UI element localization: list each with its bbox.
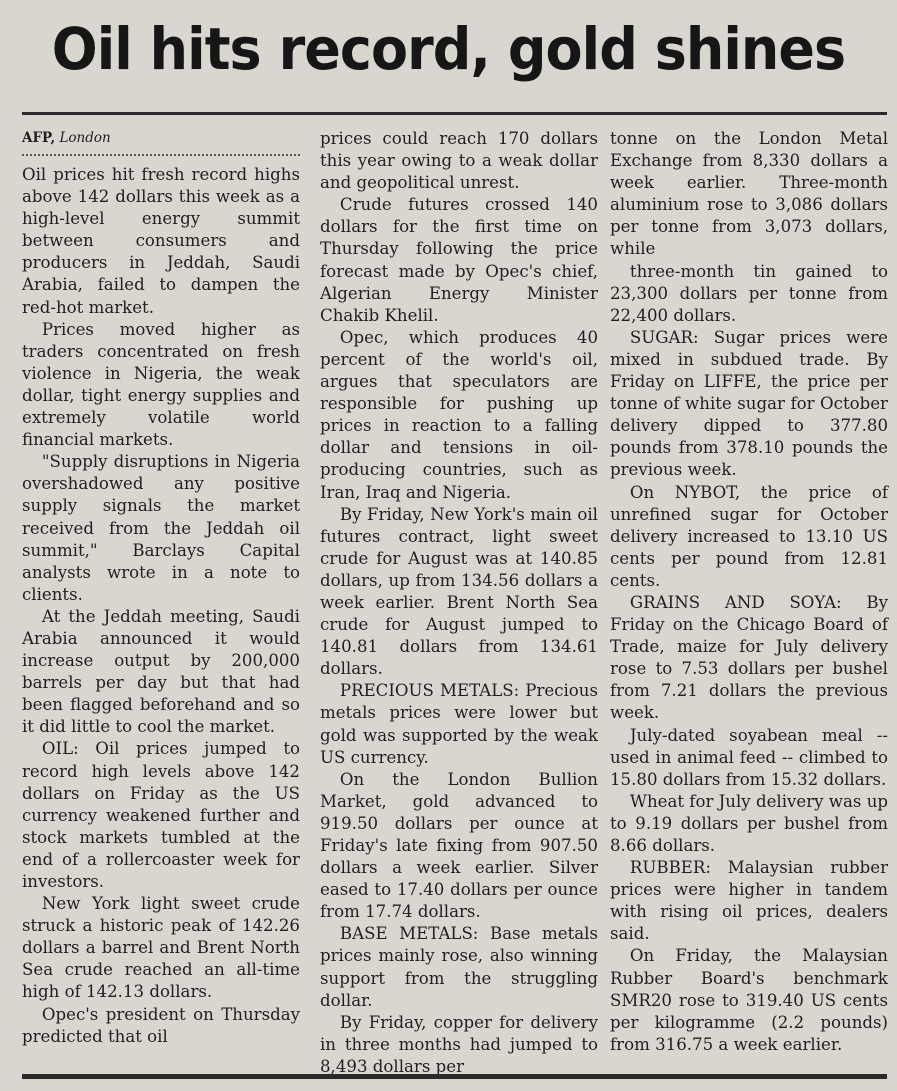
paragraph: By Friday, New York's main oil futures contract, light sweet crude for August was at 140.85 dollars, up from 134.56 dollars a week earlier. Brent North Sea crude for August jumped to 140.81 dollars from 134.61 dollars. <box>320 504 598 679</box>
paragraph: "Supply disruptions in Nigeria overshadowed any positive supply signals the market received from the Jeddah oil summit," Barclays Capital analysts wrote in a note to clients. <box>22 452 300 604</box>
byline-divider <box>22 154 300 156</box>
paragraph: On the London Bullion Market, gold advanced to 919.50 dollars per ounce at Friday's late fixing from 907.50 dollars a week earlier. Silver eased to 17.40 dollars per ounce from 17.74 dollars. <box>320 769 598 922</box>
paragraph: PRECIOUS METALS: Precious metals prices were lower but gold was supported by the weak US currency. <box>320 681 598 767</box>
paragraph: BASE METALS: Base metals prices mainly rose, also winning support from the struggling dollar. <box>320 924 598 1010</box>
paragraph: July-dated soyabean meal -- used in animal feed -- climbed to 15.80 dollars from 15.32 dollars. <box>610 725 888 789</box>
byline <box>22 128 300 148</box>
column-1 <box>22 128 300 1048</box>
top-rule <box>22 112 887 115</box>
headline: Oil hits record, gold shines <box>51 15 846 83</box>
paragraph: Wheat for July delivery was up to 9.19 dollars per bushel from 8.66 dollars. <box>610 791 888 855</box>
paragraph: New York light sweet crude struck a historic peak of 142.26 dollars a barrel and Brent North Sea crude reached an all-time high of 142.13 dollars. <box>22 894 300 1002</box>
paragraph: On NYBOT, the price of unrefined sugar for October delivery increased to 13.10 US cents per pound from 12.81 cents. <box>610 482 888 590</box>
paragraph: By Friday, copper for delivery in three months had jumped to 8,493 dollars per <box>320 1012 598 1076</box>
paragraph: SUGAR: Sugar prices were mixed in subdued trade. By Friday on LIFFE, the price per tonne of white sugar for October delivery dipped to 377.80 pounds from 378.10 pounds the previous week. <box>610 327 888 480</box>
column-2 <box>320 128 598 1078</box>
paragraph: Oil prices hit fresh record highs above 142 dollars this week as a high-level energy summit between consumers and producers in Jeddah, Saudi Arabia, failed to dampen the red-hot market. <box>22 165 300 317</box>
bottom-rule <box>22 1074 887 1079</box>
paragraph: On Friday, the Malaysian Rubber Board's benchmark SMR20 rose to 319.40 US cents per kilogramme (2.2 pounds) from 316.75 a week earlier. <box>610 946 888 1054</box>
paragraph: Opec's president on Thursday predicted that oil <box>22 1004 300 1046</box>
paragraph: RUBBER: Malaysian rubber prices were higher in tandem with rising oil prices, dealers said. <box>610 858 888 944</box>
paragraph: tonne on the London Metal Exchange from 8,330 dollars a week earlier. Three-month aluminium rose to 3,086 dollars per tonne from 3,073 dollars, while <box>610 129 888 259</box>
paragraph: Crude futures crossed 140 dollars for the first time on Thursday following the price forecast made by Opec's chief, Algerian Energy Minister Chakib Khelil. <box>320 195 598 325</box>
paragraph: OIL: Oil prices jumped to record high levels above 142 dollars on Friday as the US currency weakened further and stock markets tumbled at the end of a rollercoaster week for investors. <box>22 739 300 891</box>
byline-agency: AFP, <box>22 130 56 146</box>
byline-location: London <box>59 130 111 146</box>
paragraph: Prices moved higher as traders concentrated on fresh violence in Nigeria, the weak dollar, tight energy supplies and extremely volatile world financial markets. <box>22 319 300 450</box>
paragraph: GRAINS AND SOYA: By Friday on the Chicago Board of Trade, maize for July delivery rose to 7.53 dollars per bushel from 7.21 dollars the previous week. <box>610 592 888 723</box>
paragraph: Opec, which produces 40 percent of the world's oil, argues that speculators are responsible for pushing up prices in reaction to a falling dollar and tensions in oil-producing countries, such as Iran, Iraq and Nigeria. <box>320 327 598 502</box>
paragraph: At the Jeddah meeting, Saudi Arabia announced it would increase output by 200,000 barrels per day but that had been flagged beforehand and so it did little to cool the market. <box>22 606 300 737</box>
paragraph: three-month tin gained to 23,300 dollars per tonne from 22,400 dollars. <box>610 261 888 325</box>
column-3 <box>610 128 888 1056</box>
paragraph: prices could reach 170 dollars this year owing to a weak dollar and geopolitical unrest. <box>320 129 598 193</box>
